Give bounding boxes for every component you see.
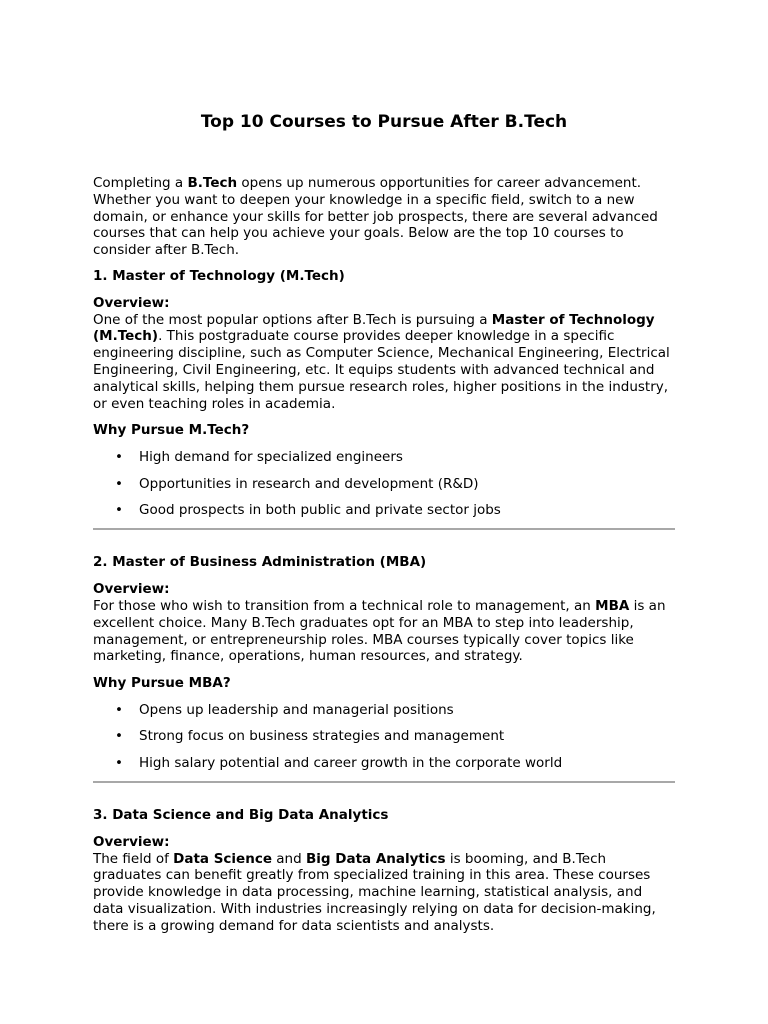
list-item (93, 502, 675, 519)
list-item-text: Opportunities in research and development (R&D) (139, 475, 479, 492)
bullet-list-mba (93, 702, 675, 772)
section-heading-mba: 2. Master of Business Administration (MBA) (93, 554, 427, 571)
overview-bold: MBA (595, 597, 630, 614)
section-divider (93, 781, 675, 783)
list-item (93, 449, 675, 466)
document-title: Top 10 Courses to Pursue After B.Tech (200, 112, 568, 132)
intro-text-start: Completing a (93, 175, 188, 191)
section-mba (93, 554, 675, 783)
overview-paragraph-data-science (93, 834, 675, 935)
overview-bold: Master of Technology (M.Tech) (93, 311, 655, 345)
section-heading-data-science: 3. Data Science and Big Data Analytics (93, 807, 389, 824)
overview-label: Overview: (93, 581, 170, 598)
list-item-text: Opens up leadership and managerial positions (139, 701, 454, 718)
overview-paragraph-mba (93, 581, 675, 665)
bullet-icon: • (115, 475, 123, 492)
list-item (93, 476, 675, 493)
bullet-icon: • (115, 501, 123, 518)
list-item (93, 702, 675, 719)
overview-label: Overview: (93, 294, 170, 311)
bullet-icon: • (115, 754, 123, 771)
list-item-text: High salary potential and career growth in the corporate world (139, 754, 563, 771)
list-item (93, 755, 675, 772)
overview-text: is booming, and B.Tech graduates can benefit greatly from specialized training in this area. These courses provide knowledge in data processing, machine learning, statistical analysis, and data visualization. With industries increasingly relying on data for decision-making, there is a growing demand for data scientists and analysts. (93, 850, 656, 934)
why-heading-mba: Why Pursue MBA? (93, 675, 231, 692)
why-heading-mtech: Why Pursue M.Tech? (93, 422, 250, 439)
overview-text: and (271, 850, 306, 867)
section-mtech (93, 268, 675, 530)
overview-text: One of the most popular options after B.Tech is pursuing a (93, 311, 492, 328)
list-item-text: High demand for specialized engineers (139, 449, 403, 466)
intro-btech-bold: B.Tech (187, 175, 238, 191)
bullet-icon: • (115, 728, 123, 745)
intro-paragraph (93, 175, 675, 259)
document-body (93, 175, 675, 935)
overview-text: For those who wish to transition from a technical role to management, an (93, 597, 596, 614)
bullet-list-mtech (93, 449, 675, 519)
overview-text: The field of (93, 850, 174, 867)
overview-text: is an excellent choice. Many B.Tech graduates opt for an MBA to step into leadership, management, or entrepreneurship roles. MBA courses typically cover topics like marketing, finance, operations, human resources, and strategy. (93, 597, 666, 665)
list-item-text: Good prospects in both public and private sector jobs (139, 501, 501, 518)
overview-bold: Data Science (173, 850, 272, 867)
section-divider (93, 528, 675, 530)
intro-text-rest: opens up numerous opportunities for career advancement. Whether you want to deepen your knowledge in a specific field, switch to a new domain, or enhance your skills for better job prospects, there are several advanced courses that can help you achieve your goals. Below are the top 10 courses to consider after B.Tech. (93, 175, 658, 259)
overview-paragraph-mtech (93, 295, 675, 413)
list-item-text: Strong focus on business strategies and management (139, 728, 505, 745)
section-heading-mtech: 1. Master of Technology (M.Tech) (93, 267, 345, 284)
overview-label: Overview: (93, 833, 170, 850)
section-data-science (93, 807, 675, 935)
bullet-icon: • (115, 449, 123, 466)
bullet-icon: • (115, 701, 123, 718)
overview-bold: Big Data Analytics (305, 850, 446, 867)
list-item (93, 728, 675, 745)
overview-text: . This postgraduate course provides deeper knowledge in a specific engineering discipline, such as Computer Science, Mechanical Engineering, Electrical Engineering, Civil Engineering, etc. It equips students with advanced technical and analytical skills, helping them pursue research roles, higher positions in the industry, or even teaching roles in academia. (93, 328, 670, 412)
